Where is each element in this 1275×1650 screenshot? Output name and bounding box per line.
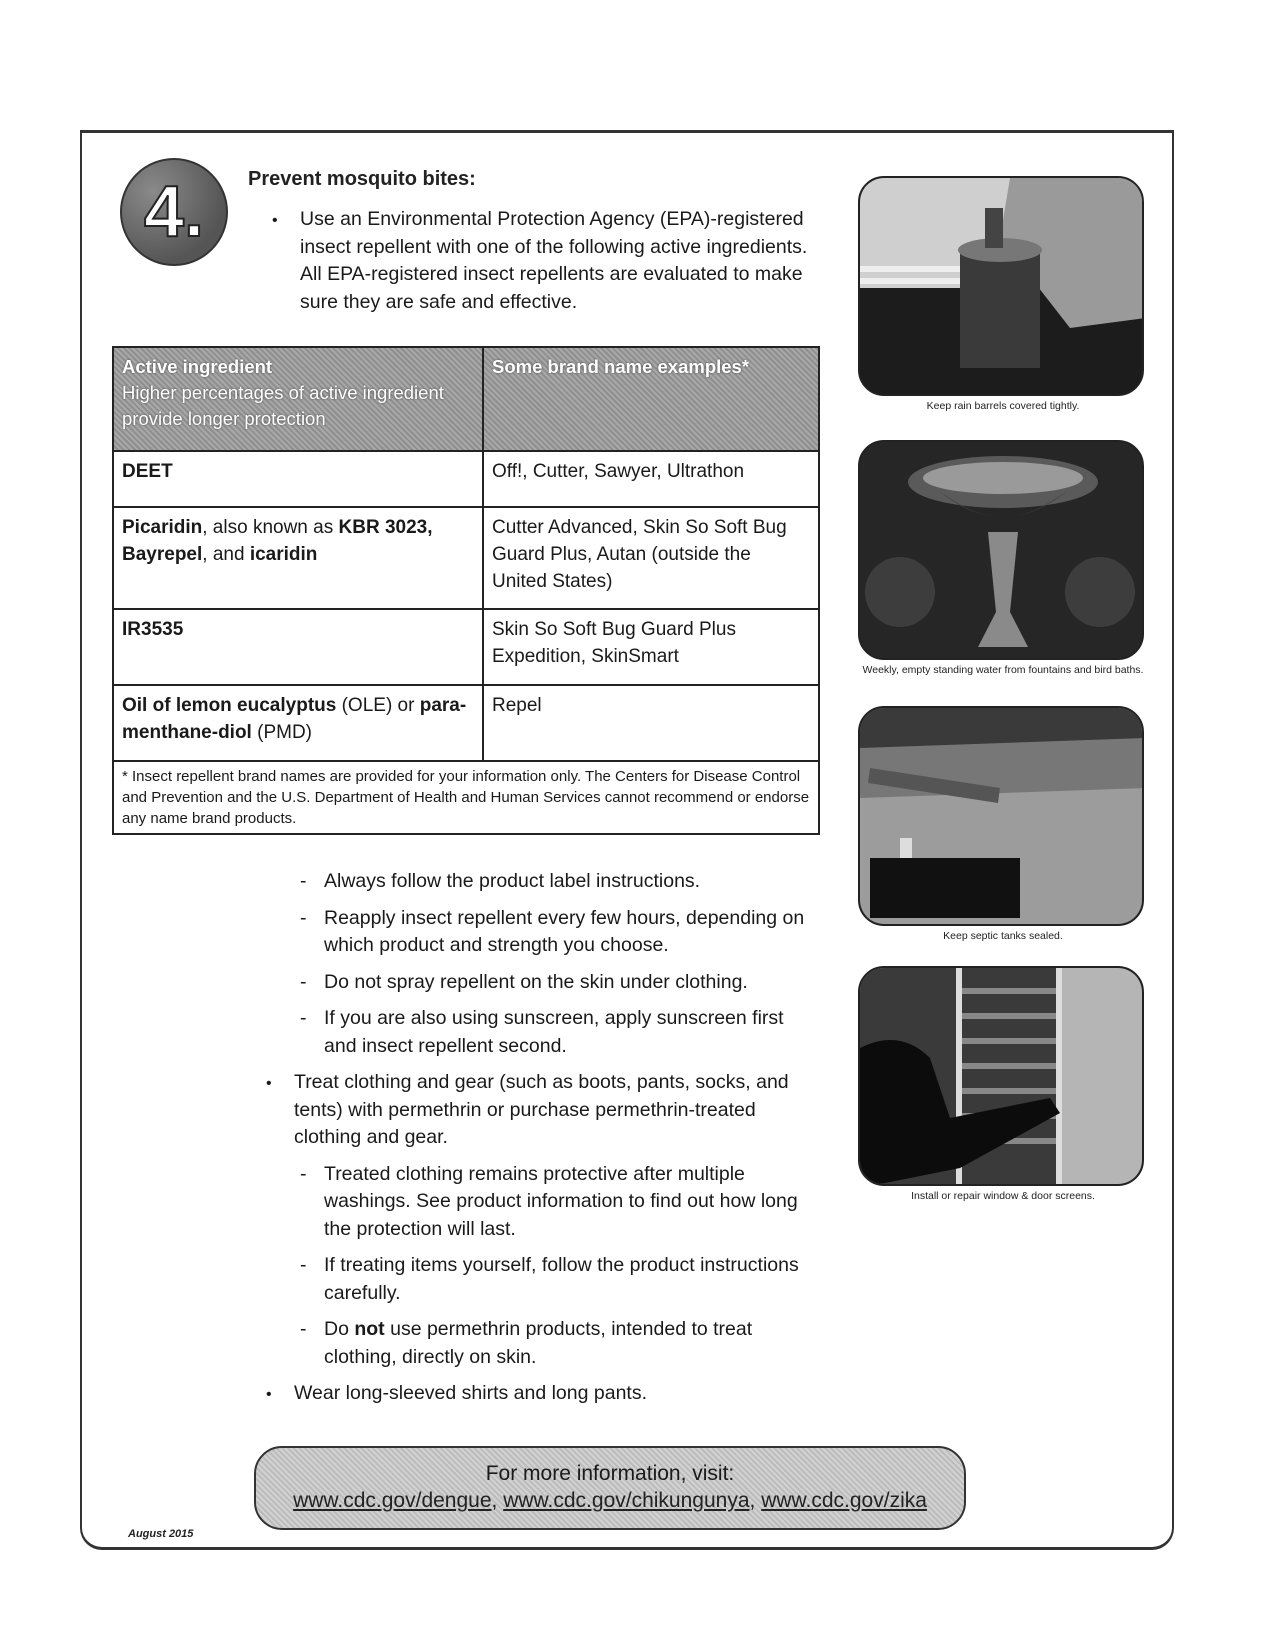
repellent-table	[112, 346, 820, 835]
ingredient-alias: para-menthane-diol	[122, 695, 467, 743]
ingredient-alias: KBR 3023, Bayrepel	[122, 517, 433, 565]
photo-caption: Keep septic tanks sealed.	[943, 930, 1063, 942]
link-separator: ,	[491, 1489, 504, 1512]
ingredient-cell	[113, 451, 483, 507]
photo-septic-tank	[858, 706, 1148, 942]
link-dengue[interactable]: www.cdc.gov/dengue	[293, 1489, 492, 1512]
more-info-box	[254, 1446, 966, 1530]
tip-text: If treating items yourself, follow the product instructions carefully.	[324, 1254, 799, 1304]
intro-bullet	[272, 206, 832, 316]
ingredient-name: Picaridin	[122, 517, 203, 538]
wear-bullet-text: Wear long-sleeved shirts and long pants.	[294, 1382, 648, 1404]
brands-cell: Off!, Cutter, Sawyer, Ultrathon	[483, 451, 819, 507]
ingredient-cell	[113, 685, 483, 761]
tip-text: Treated clothing remains protective after multiple washings. See product information to find out how long the protection will last.	[324, 1162, 798, 1240]
window-screens-illustration	[860, 968, 1144, 1186]
ingredient-text: (PMD)	[251, 722, 312, 743]
tip-text: If you are also using sunscreen, apply sunscreen first and insect repellent second.	[324, 1007, 784, 1057]
tip-item	[300, 1316, 820, 1371]
ingredient-name: Oil of lemon eucalyptus	[122, 695, 337, 716]
brands-cell: Repel	[483, 685, 819, 761]
tip-text	[324, 1316, 820, 1371]
ingredient-cell	[113, 609, 483, 685]
tip-emphasis: not	[354, 1318, 385, 1340]
step-number-badge	[120, 158, 228, 266]
ingredient-cell	[113, 507, 483, 609]
brands-cell: Cutter Advanced, Skin So Soft Bug Guard Plus, Autan (outside the United States)	[483, 507, 819, 609]
tips-list	[260, 868, 820, 1418]
ingredient-name: IR3535	[122, 619, 184, 640]
bullet-icon: •	[272, 212, 278, 229]
table-header-row	[113, 347, 819, 451]
header-col1-subtitle: Higher percentages of active ingredient provide longer protection	[122, 382, 444, 429]
intro-text: Use an Environmental Protection Agency (EPA)-registered insect repellent with one of the following active ingredients. All EPA-registered insect repellents are evaluated to make sure they are safe and effective.	[300, 208, 808, 313]
header-brand-examples	[483, 347, 819, 451]
dash-icon: -	[300, 1007, 307, 1029]
photo-window-screens	[858, 966, 1148, 1202]
ingredient-text: (OLE) or	[336, 695, 420, 716]
tip-text: Reapply insect repellent every few hours, depending on which product and strength you choose.	[324, 906, 805, 956]
header-col2-title: Some brand name examples*	[492, 356, 750, 377]
dash-icon: -	[300, 970, 307, 993]
photo-caption: Install or repair window & door screens.	[911, 1190, 1095, 1202]
publication-date: August 2015	[128, 1528, 194, 1540]
table-row	[113, 609, 819, 685]
photo-rain-barrel	[858, 176, 1148, 412]
photo-caption: Weekly, empty standing water from fountains and bird baths.	[862, 664, 1144, 676]
header-col1-title: Active ingredient	[122, 356, 273, 377]
septic-tank-image	[858, 706, 1144, 926]
wear-bullet	[266, 1380, 820, 1409]
tip-text: Always follow the product label instructions.	[324, 870, 701, 892]
tip-item	[300, 969, 820, 997]
brands-cell: Skin So Soft Bug Guard Plus Expedition, SkinSmart	[483, 609, 819, 685]
table-footnote-row	[113, 761, 819, 834]
ingredient-text: , also known as	[202, 517, 339, 538]
photo-bird-bath	[858, 440, 1148, 676]
tip-item	[300, 1005, 820, 1060]
rain-barrel-illustration	[860, 178, 1144, 396]
more-info-lead: For more information, visit:	[485, 1462, 735, 1485]
window-screens-image	[858, 966, 1144, 1186]
tip-item	[300, 868, 820, 896]
ingredient-name: DEET	[122, 461, 173, 482]
table-footnote: * Insect repellent brand names are provided for your information only. The Centers for Disease Control and Prevention and the U.S. Department of Health and Human Services cannot recommend or endorse any name brand products.	[113, 761, 819, 834]
clothing-bullet	[266, 1069, 820, 1152]
more-info-links	[256, 1487, 964, 1514]
link-separator: ,	[749, 1489, 762, 1512]
table-row	[113, 685, 819, 761]
ingredient-alias: icaridin	[249, 544, 318, 565]
header-active-ingredient	[113, 347, 483, 451]
link-chikungunya[interactable]: www.cdc.gov/chikungunya	[503, 1489, 750, 1512]
dash-icon: -	[300, 1162, 307, 1185]
table-row	[113, 451, 819, 507]
tip-text-part: use permethrin products, intended to treat clothing, directly on skin.	[324, 1318, 753, 1368]
tip-text: Do not spray repellent on the skin under clothing.	[324, 970, 748, 993]
step-number: 4.	[143, 172, 205, 252]
tip-item	[300, 1252, 820, 1307]
dash-icon: -	[300, 870, 307, 892]
rain-barrel-image	[858, 176, 1144, 396]
dash-icon: -	[300, 1318, 307, 1340]
bird-bath-image	[858, 440, 1144, 660]
bird-bath-illustration	[860, 442, 1144, 660]
ingredient-text: , and	[202, 544, 250, 565]
section-heading: Prevent mosquito bites:	[248, 168, 476, 190]
tip-item	[300, 905, 820, 960]
clothing-bullet-text: Treat clothing and gear (such as boots, pants, socks, and tents) with permethrin or purchase permethrin-treated clothing and gear.	[294, 1071, 789, 1148]
photo-caption: Keep rain barrels covered tightly.	[926, 400, 1080, 412]
bullet-icon: •	[266, 1075, 272, 1092]
tip-text-part: Do	[324, 1318, 355, 1340]
tip-item	[300, 1161, 820, 1244]
link-zika[interactable]: www.cdc.gov/zika	[761, 1489, 927, 1512]
bullet-icon: •	[266, 1386, 272, 1403]
septic-tank-illustration	[860, 708, 1144, 926]
dash-icon: -	[300, 906, 307, 929]
dash-icon: -	[300, 1254, 307, 1276]
table-row	[113, 507, 819, 609]
